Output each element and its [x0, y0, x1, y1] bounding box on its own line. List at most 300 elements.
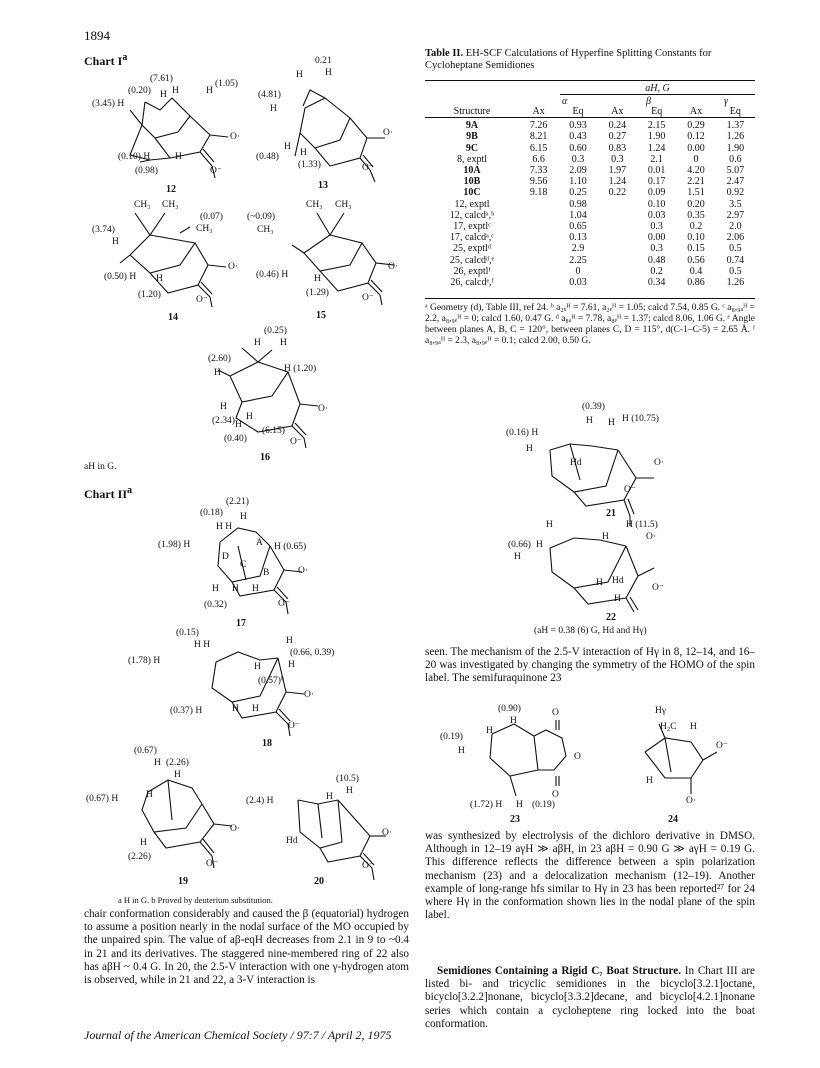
s21-label: O⁻ [624, 485, 636, 495]
group-alpha: α [562, 96, 568, 107]
s24-label: H₂C [660, 722, 677, 732]
s16-label: (6.15) [262, 426, 285, 436]
value-cell: 0.48 [647, 254, 666, 266]
s16-label: O⁻ [290, 437, 302, 447]
s18-label: (0.66, 0.39) [290, 648, 335, 658]
value-cell: 0.65 [569, 221, 587, 233]
s13-label: H [300, 148, 307, 158]
s21-label: H [586, 416, 593, 426]
structure-cell: 12, calcdᵃ,ᵇ [449, 209, 495, 221]
s17-label: C [240, 560, 247, 570]
structure-cell: 17, exptlᶜ [453, 221, 491, 233]
s23-label: O [552, 790, 559, 800]
value-cell: 0.22 [608, 187, 627, 199]
s19-label: (0.67) [134, 746, 157, 756]
s12-label: (7.61) [150, 74, 173, 84]
s18-label: H H [194, 640, 211, 650]
s17-label: (0.32) [204, 600, 227, 610]
s24-number: 24 [668, 814, 678, 825]
chart2-title: Chart $II^a$ [84, 485, 133, 501]
table2-header-top: aH, G [645, 83, 670, 94]
table2-title: Table II. EH-SCF Calculations of Hyperfine Splitting Constants for Cycloheptane Semidiones [425, 48, 712, 71]
col-eq: Eq [572, 106, 584, 117]
s22-label: O· [646, 532, 657, 542]
s18-label: O· [304, 690, 315, 700]
s18-label: H [232, 704, 239, 714]
s17-label: B [263, 568, 270, 578]
col-ax: Ax [689, 106, 703, 117]
value-cell: 0.24 [608, 120, 627, 132]
value-cell [598, 232, 637, 243]
s24-label: O⁻ [716, 741, 728, 751]
s21-label: (0.39) [582, 402, 605, 412]
s17-label: H [240, 512, 247, 522]
value-cell: 0.09 [647, 187, 666, 199]
col-ax: Ax [611, 106, 624, 117]
value-cell: 7.26 [529, 120, 548, 132]
value-cell: 7.33 [529, 165, 548, 177]
s19-label: (2.26) [128, 852, 151, 862]
value-cell: 2.9 [571, 243, 585, 255]
s23-number: 23 [510, 814, 520, 825]
s16-label: (0.25) [264, 326, 287, 336]
s20-label: Hd [286, 836, 298, 846]
structure-24-drawing [625, 712, 735, 812]
value-cell: 3.5 [729, 198, 742, 210]
value-cell: 0.83 [608, 142, 627, 154]
s15-label: H [314, 274, 321, 284]
s18-label: (0.15) [176, 628, 199, 638]
value-cell: 0.03 [569, 277, 587, 289]
s22-caption: (aH = 0.38 (6) G, Hd and Hγ) [534, 626, 647, 636]
structure-cell: 25, exptlᵈ [452, 243, 492, 255]
s19-label: O⁻ [206, 859, 218, 869]
s13-label: (1.33) [298, 160, 321, 170]
value-cell [598, 243, 637, 254]
s16-label: H [280, 338, 287, 348]
s14-label: (0.07) [200, 212, 223, 222]
col-ax: Ax [532, 106, 545, 117]
structure-cell: 17, calcdᵃ,ᶜ [450, 232, 494, 244]
journal-footer: Journal of the American Chemical Society / 97:7 / April 2, 1975 [84, 1028, 392, 1042]
value-cell: 0 [575, 265, 581, 277]
value-cell: 1.24 [647, 142, 666, 154]
value-cell: 0.2 [689, 221, 703, 233]
value-cell: 0.13 [569, 232, 587, 244]
s13-label: O· [383, 128, 394, 138]
s23-label: O [552, 708, 559, 718]
value-cell: 0.6 [729, 153, 742, 165]
s17-label: D [222, 552, 229, 562]
value-cell: 4.20 [687, 165, 705, 177]
group-gamma: γ [724, 96, 728, 107]
table-row [425, 120, 755, 131]
s19-label: H [174, 770, 181, 780]
s13-label: H [325, 68, 332, 78]
value-cell: 0.29 [687, 120, 705, 132]
value-cell: 2.21 [687, 176, 705, 188]
structure-13-drawing [265, 78, 395, 188]
s13-label: H [296, 70, 303, 80]
s14-label: H [156, 274, 163, 284]
value-cell: 0.2 [650, 265, 663, 277]
s17-label: H [212, 584, 219, 594]
value-cell: 1.90 [726, 142, 745, 154]
s14-label: CH₃ [134, 200, 151, 210]
s17-label: H [252, 584, 259, 594]
section-heading: Semidiones Containing a Rigid C₇ Boat Structure. [437, 965, 682, 977]
structure-cell: 8, exptl [457, 153, 487, 165]
value-cell: 0.3 [650, 221, 663, 233]
right-column-text-2: was synthesized by electrolysis of the dichloro derivative in DMSO. Although in 12–19 aγH ≫ aβH, in 23 aβH = 0.90 G ≫ aγH = 0.19 G. This difference reflects the difference between a spin polarization mechanism (23) and a delocalization mechanism (12–19). Another example of long-range hfs similar to Hγ in 23 has been reported²⁷ for 24 where Hγ in the conformation shown lies in the nodal plane of the spin label. [425, 830, 755, 922]
structure-cell: 26, exptlᶠ [453, 265, 491, 277]
table2-footnote: ᵃ Geometry (d), Table III, ref 24. ᵇ a₂ₓᴴ = 7.61, a₂ₑᴴ = 1.05; calcd 7.54, 0.85 G. ᶜ a₈,₉ₐᴴ = 2.2, a₈,₉ₑᴴ = 0; calcd 1.60, 0.47 G. ᵈ a₈ₐᴴ = 7.78, a₈ₑᴴ = 1.37; calcd 8.06, 1.06 G. ᵉ Angle between planes A, B, C = 120°, between planes C, D = 115°, d(C-1–C-5) = 2.65 Å. ᶠ a₈,₉ₐᴴ = 2.3, a₈,₉ₑᴴ = 0.1; calcd 2.00, 0.50 G. [425, 303, 755, 346]
s18-label: (1.78) H [128, 656, 161, 666]
value-cell: 0.3 [571, 153, 585, 165]
value-cell: 0.60 [569, 142, 587, 154]
structure-14-drawing [100, 205, 250, 310]
value-cell: 0.00 [687, 142, 705, 154]
s16-label: (0.40) [224, 434, 247, 444]
s23-label: O [574, 752, 581, 762]
value-cell: 0.10 [687, 232, 705, 244]
s17-number: 17 [236, 618, 246, 629]
s15-label: (~0.09) [247, 212, 276, 222]
table-row [425, 221, 755, 232]
s15-label: CH₃ [335, 200, 352, 210]
s23-label: H [510, 716, 517, 726]
value-cell: 1.37 [726, 120, 745, 132]
s12-label: (1.05) [215, 79, 238, 89]
s22-label: H [596, 578, 603, 588]
s12-number: 12 [166, 184, 176, 195]
value-cell: 0.17 [647, 176, 666, 188]
s16-label: O· [318, 404, 329, 414]
table2-top-rule [425, 80, 755, 81]
table-row [425, 176, 755, 187]
s16-label: H [214, 368, 221, 378]
table-row [425, 210, 755, 221]
s22-label: H [514, 552, 521, 562]
s12-label: H [206, 86, 213, 96]
value-cell: 0.25 [569, 187, 587, 199]
table2 [425, 106, 755, 288]
value-cell: 1.24 [608, 176, 627, 188]
structure-cell: 9A [465, 120, 479, 132]
value-cell: 2.25 [569, 254, 587, 266]
s19-label: (0.67) H [86, 794, 119, 804]
table-row [425, 243, 755, 254]
value-cell: 0.20 [687, 198, 705, 210]
chart1-footnote: aH in G. [84, 462, 117, 472]
value-cell: 2.47 [726, 176, 745, 188]
value-cell: 9.18 [529, 187, 548, 199]
s13-label: 0.21 [315, 56, 332, 66]
s22-number: 22 [606, 612, 616, 623]
s17-label: (2.21) [226, 497, 249, 507]
s16-label: H [235, 420, 242, 430]
value-cell: 0.4 [689, 265, 703, 277]
s14-label: (0.50) H [104, 272, 137, 282]
group-beta: β [646, 96, 651, 107]
s14-label: CH₃ [196, 224, 213, 234]
table-row [425, 154, 755, 165]
s24-label: H [646, 776, 653, 786]
structure-cell: 10A [463, 165, 481, 177]
value-cell [519, 255, 558, 266]
s12-label: H [175, 152, 182, 162]
table-row [425, 266, 755, 277]
right-column-text-3: Semidiones Containing a Rigid C₇ Boat Structure. In Chart III are listed bi- and tricyclic semidiones in the bicyclo[3.2.1]octane, bicyclo[3.2.2]nonane, bicyclo[3.3.2]decane, and bicyclo[4.2.1]nonane series which contain a cycloheptene ring locked into the boat conformation. [425, 965, 755, 1030]
s23-label: (0.19) [440, 732, 463, 742]
s18-label: H [286, 636, 293, 646]
s18-label: (0.37) H [170, 706, 203, 716]
value-cell: 2.0 [729, 221, 742, 233]
s18-label: H [288, 660, 295, 670]
s14-label: H [112, 237, 119, 247]
s23-label: (0.90) [498, 704, 521, 714]
s13-number: 13 [318, 180, 328, 191]
chart1-title: Chart $I^a$ [84, 52, 128, 68]
s24-label: H [690, 722, 697, 732]
table2-header-row [425, 106, 755, 118]
structure-cell: 12, exptl [454, 198, 490, 210]
s16-label: H [246, 412, 253, 422]
s13-label: H [284, 142, 291, 152]
value-cell [519, 277, 558, 288]
value-cell [598, 199, 637, 210]
value-cell: 0 [693, 153, 699, 165]
s13-label: (0.48) [256, 152, 279, 162]
s18-label: (0.57)ᵇ [258, 676, 284, 686]
value-cell: 9.56 [529, 176, 548, 188]
s22-label: H [602, 532, 609, 542]
value-cell: 1.04 [569, 209, 587, 221]
s17-label: H [232, 584, 239, 594]
s12-label: H [160, 90, 167, 100]
s14-number: 14 [168, 312, 178, 323]
s12-label: (3.45) H [92, 99, 125, 109]
value-cell: 0.10 [647, 198, 666, 210]
s13-label: O⁻ [362, 163, 374, 173]
structure-cell: 9C [465, 142, 479, 154]
s15-number: 15 [316, 310, 326, 321]
value-cell [519, 221, 558, 232]
s23-label: (0.19) [532, 800, 555, 810]
value-cell [519, 210, 558, 221]
s23-label: H [486, 726, 493, 736]
s20-label: H [346, 786, 353, 796]
s23-label: (1.72) H [470, 800, 503, 810]
value-cell: 0.00 [647, 232, 666, 244]
s21-label: H [608, 418, 615, 428]
s16-label: (2.34) [212, 416, 235, 426]
value-cell: 8.21 [529, 131, 548, 143]
s22-label: H [546, 520, 553, 530]
value-cell: 2.97 [726, 209, 745, 221]
s22-label: H (11.5) [626, 520, 658, 530]
structure-cell: 10B [463, 176, 481, 188]
value-cell [519, 266, 558, 277]
s19-label: O· [230, 824, 241, 834]
s17-label: H (0.65) [274, 542, 307, 552]
s12-label: O⁻ [210, 166, 222, 176]
s18-label: H [252, 704, 259, 714]
table-row [425, 255, 755, 266]
value-cell: 0.35 [687, 209, 705, 221]
value-cell: 1.26 [726, 131, 745, 143]
value-cell: 0.86 [687, 277, 705, 289]
s14-label: (1.20) [138, 290, 161, 300]
s13-label: H [270, 104, 277, 114]
s24-label: O· [686, 796, 697, 806]
s23-label: H [516, 800, 523, 810]
table-row [425, 187, 755, 198]
table-row [425, 232, 755, 243]
value-cell: 0.3 [611, 153, 624, 165]
s14-label: O⁻ [196, 295, 208, 305]
s17-label: O⁻ [278, 599, 290, 609]
s22-label: Hd [612, 576, 624, 586]
table-row [425, 131, 755, 142]
s16-number: 16 [260, 452, 270, 463]
value-cell: 2.09 [569, 165, 587, 177]
s22-label: H [536, 540, 543, 550]
s21-number: 21 [606, 508, 616, 519]
value-cell: 0.93 [569, 120, 587, 132]
page-number: 1894 [84, 28, 110, 43]
value-cell [598, 255, 637, 266]
value-cell: 2.15 [647, 120, 666, 132]
value-cell: 1.51 [687, 187, 705, 199]
s15-label: CH₃ [306, 200, 323, 210]
col-structure: Structure [453, 106, 491, 117]
s19-label: (2.26) [166, 758, 189, 768]
s13-label: (4.81) [258, 90, 281, 100]
structure-cell: 25, calcdᵈ,ᵉ [449, 254, 495, 266]
left-column-text: chair conformation considerably and caused the β (equatorial) hydrogen to assume a position nearly in the nodal surface of the MO occupied by the unpaired spin. The value of aβ-eqH decreases from 2.1 in 9 to ~0.4 in 21 and its derivatives. The staggered nine-membered ring of 22 also has aβH ~ 0.4 G. In 20, the 2.5-V interaction with one γ-hydrogen atom is observed, while in 21 and 22, a 3-V interaction is [84, 908, 409, 987]
value-cell: 0.5 [729, 243, 742, 255]
s15-label: (0.46) H [256, 270, 289, 280]
value-cell [519, 232, 558, 243]
s16-label: H (1.20) [284, 364, 317, 374]
value-cell: 6.15 [529, 142, 548, 154]
table-row [425, 143, 755, 154]
table2-body [425, 120, 755, 288]
right-column-text-1: seen. The mechanism of the 2.5-V interaction of Hγ in 8, 12–14, and 16–20 was investigated by changing the symmetry of the HOMO of the spin label. The semifuraquinone 23 [425, 646, 755, 685]
s18-label: O⁻ [288, 721, 300, 731]
value-cell: 0.12 [687, 131, 705, 143]
s16-label: H [220, 402, 227, 412]
value-cell: 0.15 [687, 243, 705, 255]
value-cell: 0.98 [569, 198, 587, 210]
s15-label: CH₃ [257, 225, 274, 235]
table-row [425, 165, 755, 176]
s14-label: O· [228, 262, 239, 272]
structure-cell: 26, calcdᵉ,ᶠ [450, 277, 494, 289]
s15-label: (1.29) [306, 288, 329, 298]
s20-label: O⁻ [362, 861, 374, 871]
s19-label: H [140, 838, 147, 848]
s14-label: (3.74) [92, 225, 115, 235]
s16-label: (2.60) [208, 354, 231, 364]
table-row [425, 277, 755, 288]
s18-number: 18 [262, 738, 272, 749]
s21-label: O· [654, 458, 665, 468]
s12-label: (0.98) [135, 166, 158, 176]
value-cell: 1.10 [569, 176, 587, 188]
s23-label: H [458, 746, 465, 756]
value-cell: 1.26 [726, 277, 745, 289]
s19-label: H [154, 758, 161, 768]
value-cell: 0.5 [729, 265, 742, 277]
value-cell: 2.1 [650, 153, 663, 165]
value-cell: 5.07 [726, 165, 745, 177]
s24-label: Hγ [655, 706, 667, 716]
s21-label: H [526, 444, 533, 454]
s18-label: H [254, 662, 261, 672]
s20-label: O· [382, 828, 393, 838]
s20-number: 20 [314, 876, 324, 887]
s17-label: (0.18) [200, 508, 223, 518]
s22-label: O⁻ [652, 583, 664, 593]
s19-label: H [146, 790, 153, 800]
value-cell: 1.97 [608, 165, 627, 177]
s12-label: H [172, 86, 179, 96]
s12-label: (0.10) H [118, 152, 151, 162]
col-eq: Eq [729, 106, 741, 117]
s21-label: Hd [570, 458, 582, 468]
col-eq: Eq [651, 106, 663, 117]
value-cell: 0.34 [647, 277, 666, 289]
s20-label: (2.4) H [246, 796, 274, 806]
value-cell [598, 210, 637, 221]
value-cell: 0.27 [608, 131, 627, 143]
s21-label: H (10.75) [622, 414, 659, 424]
value-cell: 1.90 [647, 131, 666, 143]
value-cell: 0.03 [647, 209, 666, 221]
value-cell: 0.56 [687, 254, 705, 266]
value-cell [519, 199, 558, 210]
s20-label: (10.5) [336, 774, 359, 784]
value-cell: 0.74 [726, 254, 745, 266]
table-row [425, 199, 755, 210]
s17-label: H H [216, 522, 233, 532]
table2-bottom-rule [425, 298, 755, 299]
s15-label: O· [388, 262, 399, 272]
value-cell: 2.06 [726, 232, 745, 244]
s20-label: H [326, 792, 333, 802]
structure-20-drawing [276, 782, 396, 882]
s16-label: H [254, 338, 261, 348]
s17-label: O· [298, 566, 309, 576]
structure-cell: 10C [463, 187, 481, 199]
s15-label: O⁻ [362, 293, 374, 303]
s21-label: (0.16) H [506, 428, 539, 438]
s19-number: 19 [178, 876, 188, 887]
value-cell [598, 221, 637, 232]
value-cell [598, 266, 637, 277]
s12-label: (0.20) [128, 86, 151, 96]
value-cell: 0.92 [726, 187, 745, 199]
value-cell: 0.43 [569, 131, 587, 143]
structure-15-drawing [262, 205, 402, 310]
value-cell: 0.01 [647, 165, 666, 177]
value-cell: 0.3 [650, 243, 663, 255]
structure-21-drawing [530, 420, 680, 530]
s17-label: A [256, 538, 263, 548]
s22-label: (0.66) [508, 540, 531, 550]
